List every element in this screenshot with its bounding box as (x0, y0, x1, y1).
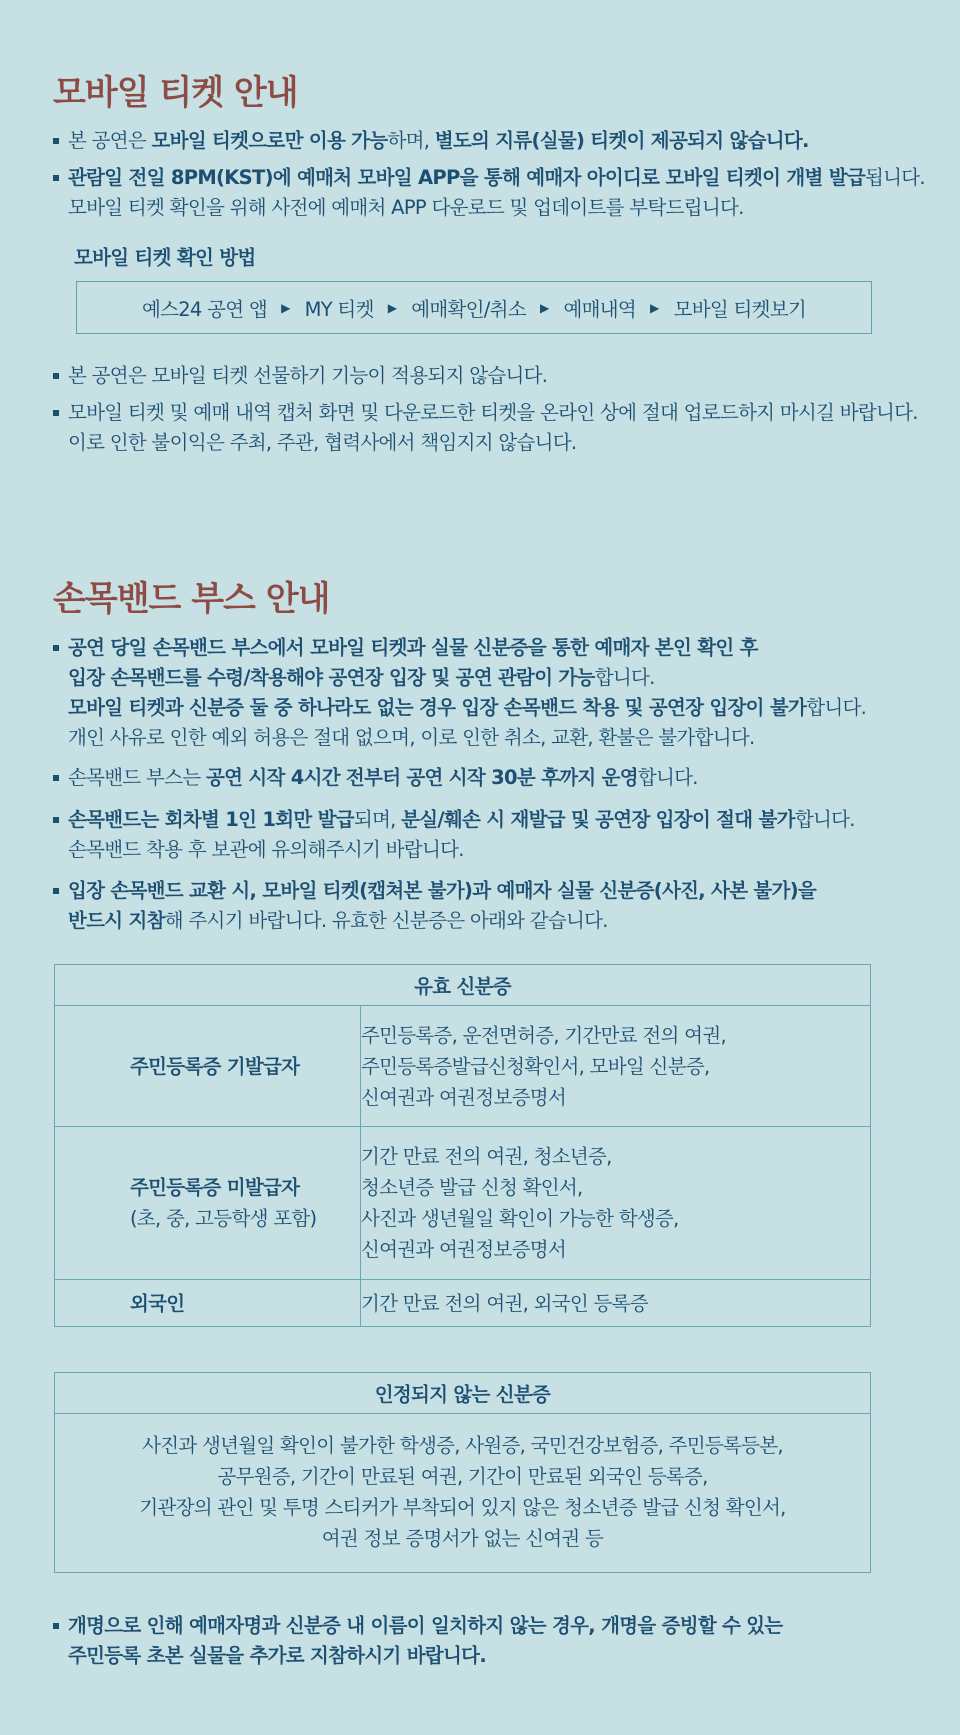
wristband-title: 손목밴드 부스 안내 (53, 579, 330, 619)
mobile-ticket-bullet-3: 본 공연은 모바일 티켓 선물하기 기능이 적용되지 않습니다. (53, 361, 933, 391)
table-row (55, 1414, 871, 1573)
arrow-icon: ▶ (650, 300, 659, 315)
name-change-note: 개명으로 인해 예매자명과 신분증 내 이름이 일치하지 않는 경우, 개명을 증빙할 수 있는 주민등록 초본 실물을 추가로 지참하시기 바랍니다. (53, 1611, 933, 1671)
step-3: 예매확인/취소 (411, 297, 526, 321)
valid-id-table (54, 964, 871, 1327)
wristband-bullet-2: 손목밴드 부스는 공연 시작 4시간 전부터 공연 시작 30분 후까지 운영합니다. (53, 763, 933, 793)
bullet-marker (53, 888, 59, 894)
mobile-ticket-bullet-1: 본 공연은 모바일 티켓으로만 이용 가능하며, 별도의 지류(실물) 티켓이 제공되지 않습니다. (53, 126, 933, 156)
invalid-id-table (54, 1372, 871, 1573)
id-category: 주민등록증 기발급자 (55, 1006, 361, 1127)
mobile-ticket-steps (76, 281, 872, 334)
id-category: 주민등록증 미발급자 (초, 중, 고등학생 포함) (55, 1127, 361, 1280)
arrow-icon: ▶ (539, 300, 549, 315)
bullet-marker (53, 138, 59, 144)
bullet-marker (53, 410, 59, 416)
wristband-bullet-1: 공연 당일 손목밴드 부스에서 모바일 티켓과 실물 신분증을 통한 예매자 본인 확인 후 입장 손목밴드를 수령/착용해야 공연장 입장 및 공연 관람이 가능합니다. 모바일 티켓과 신분증 둘 중 하나라도 없는 경우 입장 손목밴드 착용 및 공연장 입장이 불가합니다. 개인 사유로 인한 예외 허용은 절대 없으며, 이로 인한 취소, 교환, 환불은 불가합니다. (53, 633, 933, 753)
step-5: 모바일 티켓보기 (673, 297, 807, 321)
bullet-marker (53, 645, 59, 651)
step-2: MY 티켓 (304, 297, 374, 321)
table-row (55, 1280, 871, 1327)
mobile-ticket-bullet-4: 모바일 티켓 및 예매 내역 캡처 화면 및 다운로드한 티켓을 온라인 상에 절대 업로드하지 마시길 바랍니다. 이로 인한 불이익은 주최, 주관, 협력사에서 책임지지 않습니다. (53, 398, 933, 458)
table-row (55, 1127, 871, 1280)
wristband-bullet-4: 입장 손목밴드 교환 시, 모바일 티켓(캡쳐본 불가)과 예매자 실물 신분증(사진, 사본 불가)을 반드시 지참해 주시기 바랍니다. 유효한 신분증은 아래와 같습니다. (53, 876, 933, 936)
invalid-id-header: 인정되지 않는 신분증 (55, 1373, 871, 1414)
arrow-icon: ▶ (281, 300, 290, 315)
id-category: 외국인 (55, 1280, 361, 1327)
table-row (55, 1006, 871, 1127)
id-docs: 주민등록증, 운전면허증, 기간만료 전의 여권, 주민등록증발급신청확인서, 모바일 신분증, 신여권과 여권정보증명서 (361, 1006, 871, 1127)
bullet-marker (53, 373, 59, 379)
mobile-ticket-bullet-2: 관람일 전일 8PM(KST)에 예매처 모바일 APP을 통해 예매자 아이디로 모바일 티켓이 개별 발급됩니다. 모바일 티켓 확인을 위해 사전에 예매처 APP 다운로드 및 업데이트를 부탁드립니다. (53, 163, 933, 223)
bullet-marker (53, 817, 59, 823)
step-4: 예매내역 (563, 297, 637, 321)
valid-id-header: 유효 신분증 (55, 965, 871, 1006)
mobile-ticket-method-title: 모바일 티켓 확인 방법 (74, 246, 256, 269)
bullet-marker (53, 775, 59, 781)
id-docs: 기간 만료 전의 여권, 외국인 등록증 (361, 1280, 871, 1327)
invalid-id-list: 사진과 생년월일 확인이 불가한 학생증, 사원증, 국민건강보험증, 주민등록등본, 공무원증, 기간이 만료된 여권, 기간이 만료된 외국인 등록증, 기관장의 관인 및 투명 스티커가 부착되어 있지 않은 청소년증 발급 신청 확인서, 여권 정보 증명서가 없는 신여권 등 (55, 1414, 871, 1573)
bullet-marker (53, 1623, 59, 1629)
id-docs: 기간 만료 전의 여권, 청소년증, 청소년증 발급 신청 확인서, 사진과 생년월일 확인이 가능한 학생증, 신여권과 여권정보증명서 (361, 1127, 871, 1280)
step-1: 예스24 공연 앱 (141, 297, 268, 321)
wristband-bullet-3: 손목밴드는 회차별 1인 1회만 발급되며, 분실/훼손 시 재발급 및 공연장 입장이 절대 불가합니다. 손목밴드 착용 후 보관에 유의해주시기 바랍니다. (53, 805, 933, 865)
bullet-marker (53, 175, 59, 181)
arrow-icon: ▶ (387, 300, 397, 315)
mobile-ticket-title: 모바일 티켓 안내 (53, 73, 298, 113)
